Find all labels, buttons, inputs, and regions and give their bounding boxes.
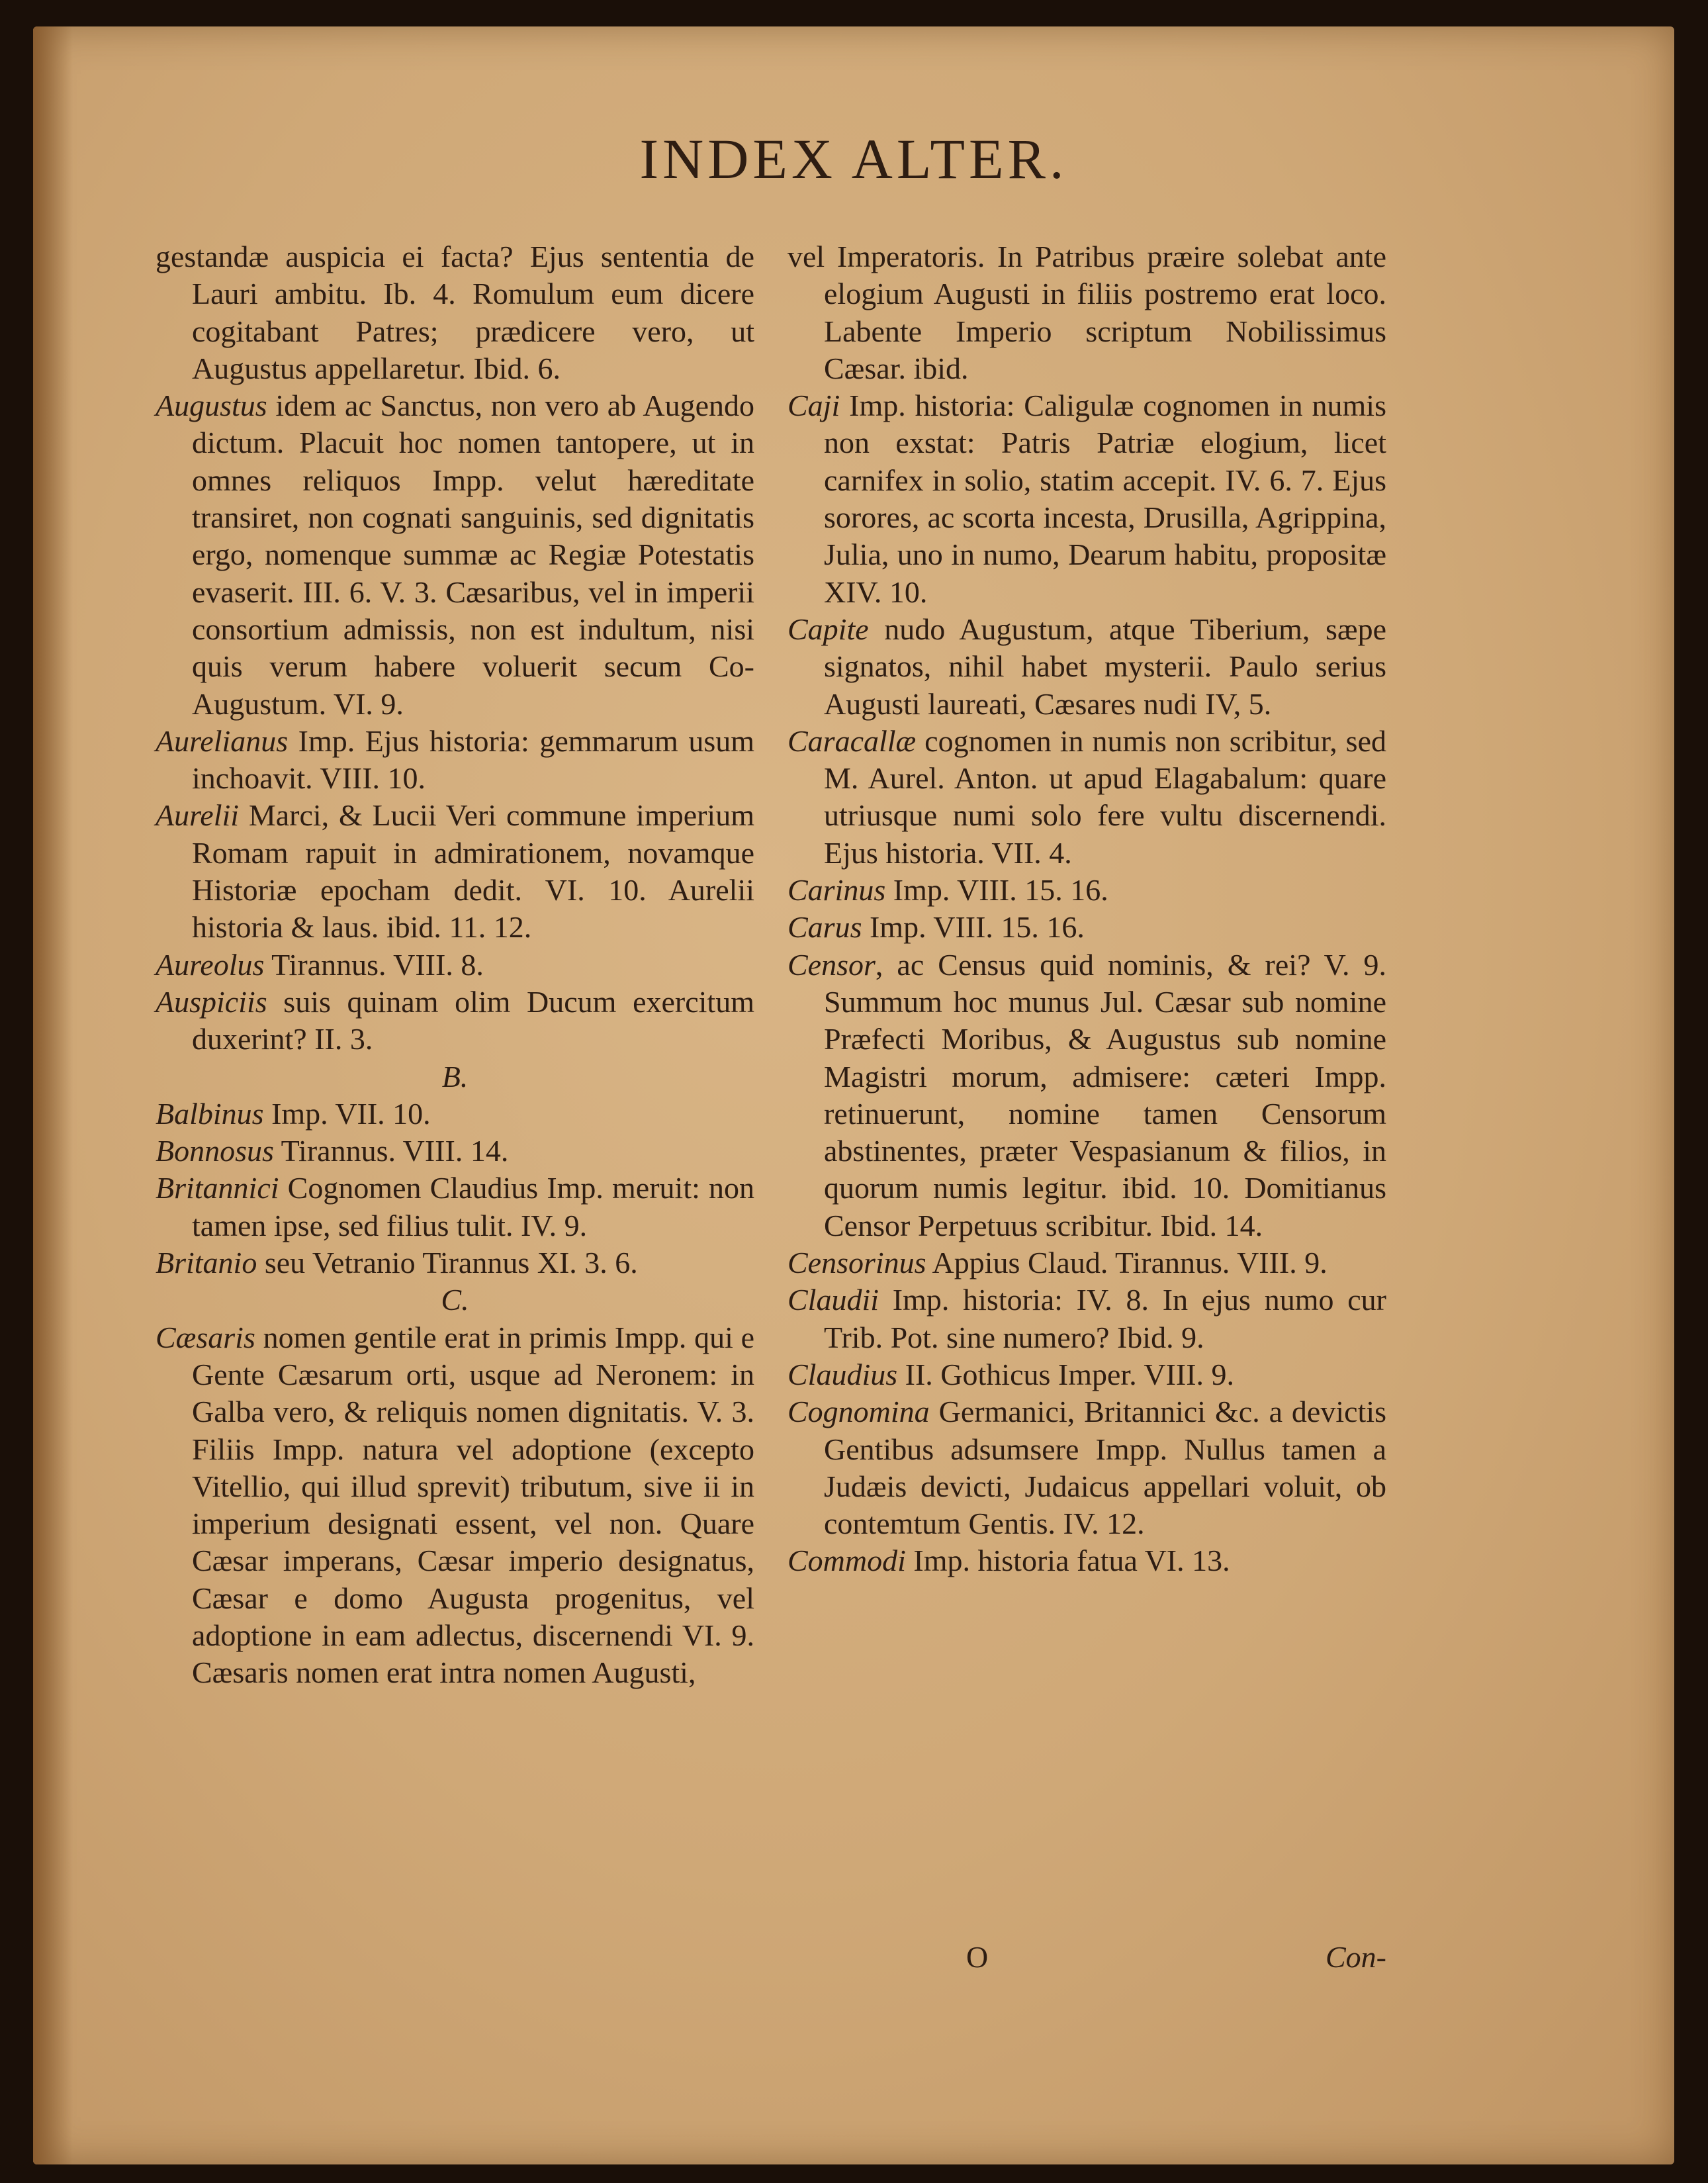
entry-headword: Balbinus [156,1096,264,1131]
index-entry: gestandæ auspicia ei facta? Ejus sententia de Lauri ambitu. Ib. 4. Romulum eum dicere cogitabant Patres; prædicere vero, ut Augustus appellaretur. Ibid. 6. [156,240,754,385]
entry-headword: Claudius [787,1357,898,1391]
index-entry: Cæsaris nomen gentile erat in primis Impp. qui e Gente Cæsarum orti, usque ad Neronem: in Galba vero, & reliquis nomen dignitatis. V. 3. Filiis Impp. natura vel adoptione (excepto Vitellio, qui illud sprevit) tributum, sive ii in imperium designati essent, vel non. Quare Cæsar imperans, Cæsar imperio designatus, Cæsar e domo Augusta progenitus, vel adoptione in eam adlectus, discernendi VI. 9. Cæsaris nomen erat intra nomen Augusti, [156,1320,754,1690]
entry-headword: Aurelianus [156,723,289,758]
page-gutter-shadow [33,26,73,2164]
index-entry: Auspiciis suis quinam olim Ducum exercitum duxerint? II. 3. [156,984,754,1056]
entry-headword: Carus [787,910,862,945]
entry-headword: Caji [787,389,840,423]
entry-headword: Britannici [156,1171,279,1205]
entry-headword: Commodi [787,1544,906,1578]
entry-headword: Auspiciis [156,984,267,1019]
entry-headword: Augustus [156,389,267,423]
index-entry: vel Imperatoris. In Patribus præire solebat ante elogium Augusti in filiis postremo erat loco. Labente Imperio scriptum Nobilissimus Cæsar. ibid. [787,240,1386,385]
entry-headword: Aureolus [156,947,265,982]
entry-headword: Carinus [787,873,886,907]
entry-headword: Censorinus [787,1246,926,1280]
index-entry: Britannici Cognomen Claudius Imp. meruit: non tamen ipse, sed filius tulit. IV. 9. [156,1171,754,1242]
left-column [156,238,754,1692]
index-entry: Cognomina Germanici, Britannici &c. a devictis Gentibus adsumsere Impp. Nullus tamen a Judæis devicti, Judaicus appellari voluit, ob contemtum Gentis. IV. 12. [787,1395,1386,1541]
entry-headword: Britanio [156,1246,257,1280]
index-entry: Augustus idem ac Sanctus, non vero ab Augendo dictum. Placuit hoc nomen tantopere, ut in omnes reliquos Impp. velut hæreditate transiret, non cognati sanguinis, sed dignitatis ergo, nomenque summæ ac Regiæ Potestatis evaserit. III. 6. V. 3. Cæsaribus, vel in imperii consortium admissis, non est indultum, nisi quis verum habere voluerit secum Co-Augustum. VI. 9. [156,389,754,721]
book-page [33,26,1674,2164]
index-entry: Aureolus Tirannus. VIII. 8. [156,947,484,982]
index-entry: Aurelianus Imp. Ejus historia: gemmarum usum inchoavit. VIII. 10. [156,723,754,796]
entry-headword: Claudii [787,1283,879,1317]
index-entry: Claudii Imp. historia: IV. 8. In ejus numo cur Trib. Pot. sine numero? Ibid. 9. [787,1283,1386,1354]
index-entry: Commodi Imp. historia fatua VI. 13. [787,1544,1230,1578]
section-letter: C. [441,1283,469,1317]
section-letter: B. [441,1059,469,1093]
entry-headword: Cæsaris [156,1320,255,1354]
entry-headword: Censor [787,947,876,982]
entry-headword: Cognomina [787,1395,930,1429]
catchword: Con- [1326,1940,1386,1974]
index-entry: Caji Imp. historia: Caligulæ cognomen in numis non exstat: Patris Patriæ elogium, licet carnifex in solio, statim accepit. IV. 6. 7. Ejus sorores, ac scorta incesta, Drusilla, Agrippina, Julia, uno in numo, Dearum habitu, propositæ XIV. 10. [787,389,1386,609]
page-title: INDEX ALTER. [639,127,1068,191]
signature-mark: O [966,1940,989,1974]
index-entry: Balbinus Imp. VII. 10. [156,1096,431,1131]
index-entry: Britanio seu Vetranio Tirannus XI. 3. 6. [156,1246,638,1280]
index-entry: Claudius II. Gothicus Imper. VIII. 9. [787,1357,1235,1391]
index-entry: Carinus Imp. VIII. 15. 16. [787,873,1108,907]
index-entry: Caracallæ cognomen in numis non scribitur, sed M. Aurel. Anton. ut apud Elagabalum: quare utriusque numi solo fere vultu discernendi. Ejus historia. VII. 4. [787,723,1386,870]
index-entry: Censorinus Appius Claud. Tirannus. VIII. 9. [787,1246,1327,1280]
entry-headword: Bonnosus [156,1134,274,1168]
index-entry: Carus Imp. VIII. 15. 16. [787,910,1085,945]
right-column [787,238,1386,1580]
index-entry: Bonnosus Tirannus. VIII. 14. [156,1134,509,1168]
entry-headword: Capite [787,612,869,646]
entry-headword: Caracallæ [787,723,917,758]
index-entry: Aurelii Marci, & Lucii Veri commune imperium Romam rapuit in admirationem, novamque Historiæ epocham dedit. VI. 10. Aurelii historia & laus. ibid. 11. 12. [156,798,754,945]
entry-headword: Aurelii [156,798,240,833]
index-entry: Capite nudo Augustum, atque Tiberium, sæpe signatos, nihil habet mysterii. Paulo serius Augusti laureati, Cæsares nudi IV, 5. [787,612,1386,721]
index-entry: Censor, ac Census quid nominis, & rei? V. 9. Summum hoc munus Jul. Cæsar sub nomine Præfecti Moribus, & Augustus sub nomine Magistri morum, admisere: cæteri Impp. retinuerunt, nomine tamen Censorum abstinentes, præter Vespasianum & filios, in quorum numis legitur. ibid. 10. Domitianus Censor Perpetuus scribitur. Ibid. 14. [787,947,1386,1242]
